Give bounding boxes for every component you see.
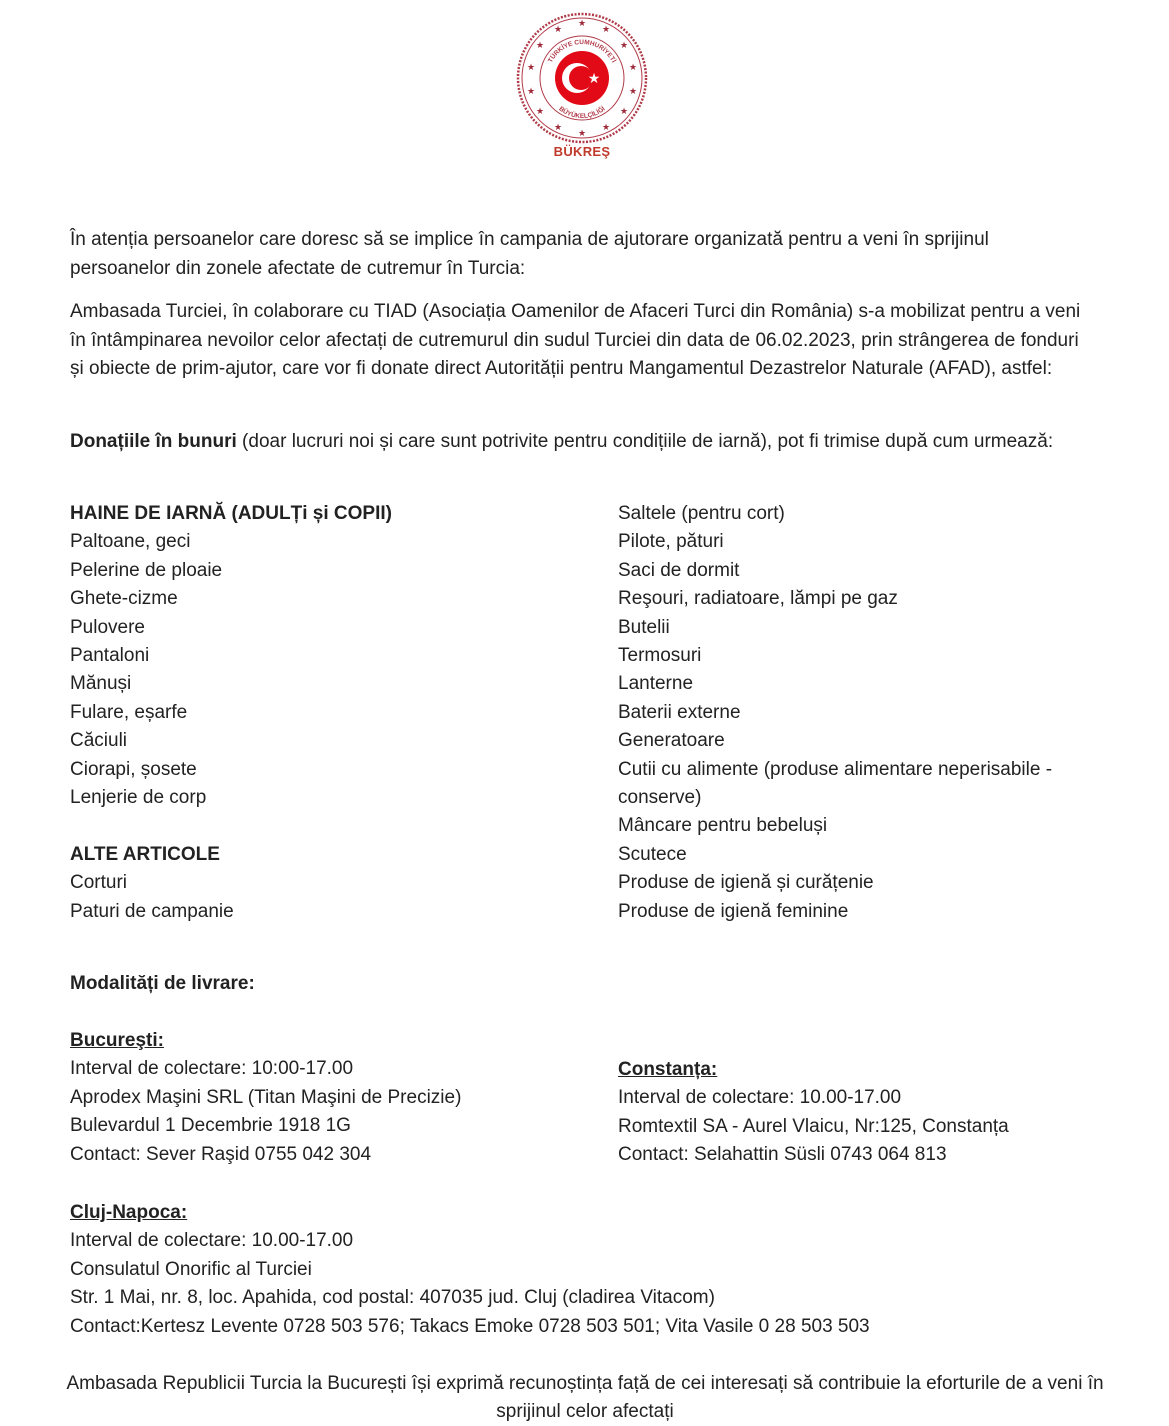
svg-text:BÜYÜKELÇİLİĞİ: BÜYÜKELÇİLİĞİ [557,105,607,121]
svg-text:★: ★ [628,86,638,96]
contact: Contact:Kertesz Levente 0728 503 576; Takacs Emoke 0728 503 501; Vita Vasile 0 28 503 503 [70,1315,870,1337]
address: Romtextil SA - Aurel Vlaicu, Nr:125, Constanța [618,1115,1009,1137]
turkish-embassy-seal-icon [514,10,650,146]
embassy-logo [514,10,650,162]
svg-text:★: ★ [587,70,601,86]
winter-clothes-list [70,500,570,812]
intro-paragraph [70,226,1090,283]
delivery-constanta [618,1056,1009,1170]
city-heading: Cluj-Napoca: [70,1202,188,1223]
city-heading: Bucureşti: [70,1030,164,1051]
list-item: Scutece [618,843,687,865]
list-item: Generatoare [618,730,725,752]
list-item: Mâncare pentru bebeluși [618,815,828,837]
intro-text: În atenția persoanelor care doresc să se implice în campania de ajutorare organizată pentru a veni în sprijinul persoanelor din zonele afectate de cutremur în Turcia: [70,229,989,279]
other-items-list [70,841,234,926]
svg-text:★: ★ [601,24,611,34]
list-item: Pelerine de ploaie [70,559,223,581]
svg-text:★: ★ [526,86,536,96]
svg-text:★: ★ [619,40,629,50]
list-item: Pantaloni [70,644,150,666]
list-item: Căciuli [70,730,128,752]
contact: Contact: Selahattin Süsli 0743 064 813 [618,1144,947,1166]
logo-caption: BÜKREŞ [553,144,611,159]
svg-text:★: ★ [577,18,587,28]
body-paragraph [70,298,1090,384]
address: Bulevardul 1 Decembrie 1918 1G [70,1115,351,1137]
list-item: Termosuri [618,644,702,666]
donations-paragraph [70,428,1090,457]
donations-text: (doar lucruri noi și care sunt potrivite pentru condițiile de iarnă), pot fi trimise după cum urmează: [236,431,1054,452]
svg-text:★: ★ [526,62,536,72]
svg-text:★: ★ [535,106,545,116]
delivery-cluj [70,1199,870,1341]
list-item: Produse de igienă și curățenie [618,872,874,894]
list-item: Paltoane, geci [70,531,191,553]
supplies-list [618,500,1098,926]
svg-text:★: ★ [601,122,611,132]
collection-interval: Interval de colectare: 10.00-17.00 [70,1230,354,1252]
footer-thanks: Ambasada Republicii Turcia la București își exprimă recunoștința față de cei interesați să contribuie la eforturile de a veni în sprijinul celor afectați [66,1373,1104,1422]
body-text: Ambasada Turciei, în colaborare cu TIAD (Asociația Oamenilor de Afaceri Turci din România) s-a mobilizat pentru a veni în întâmpinarea nevoilor celor afectați de cutremurul din sudul Turciei din data de 06.02.2023, prin strângerea de fonduri și obiecte de prim-ajutor, care vor fi donate direct Autorității pentru Mangamentul Dezastrelor Naturale (AFAD), astfel: [70,301,1081,379]
list-item: Saci de dormit [618,559,740,581]
other-items-heading: ALTE ARTICOLE [70,844,220,865]
svg-text:★: ★ [577,128,587,138]
winter-clothes-heading: HAINE DE IARNĂ (ADULȚi și COPII) [70,503,392,524]
list-item: Pulovere [70,616,145,638]
company-name: Consulatul Onorific al Turciei [70,1258,312,1280]
svg-text:★: ★ [628,62,638,72]
list-item: Fulare, eșarfe [70,701,188,723]
delivery-bucuresti [70,1027,461,1169]
list-item: Cutii cu alimente (produse alimentare neperisabile - conserve) [618,758,1053,808]
list-item: Corturi [70,872,128,894]
list-item: Butelii [618,616,670,638]
donations-label: Donațiile în bunuri [70,431,237,452]
list-item: Baterii externe [618,701,741,723]
svg-text:★: ★ [553,24,563,34]
svg-text:★: ★ [553,122,563,132]
list-item: Lenjerie de corp [70,786,207,808]
list-item: Ghete-cizme [70,588,178,610]
list-item: Reşouri, radiatoare, lămpi pe gaz [618,588,898,610]
list-item: Saltele (pentru cort) [618,503,785,524]
delivery-title: Modalități de livrare: [70,973,255,994]
company-name: Aprodex Maşini SRL (Titan Maşini de Precizie) [70,1086,462,1108]
list-item: Produse de igienă feminine [618,900,849,922]
list-item: Ciorapi, șosete [70,758,197,780]
list-item: Lanterne [618,673,694,695]
list-item: Mănuși [70,673,132,695]
address: Str. 1 Mai, nr. 8, loc. Apahida, cod postal: 407035 jud. Cluj (cladirea Vitacom) [70,1287,715,1309]
city-heading: Constanța: [618,1059,718,1080]
svg-text:TÜRKİYE CUMHURİYETİ: TÜRKİYE CUMHURİYETİ [547,38,617,64]
collection-interval: Interval de colectare: 10.00-17.00 [618,1087,902,1109]
list-item: Pilote, pături [618,531,724,553]
contact: Contact: Sever Raşid 0755 042 304 [70,1143,372,1165]
collection-interval: Interval de colectare: 10:00-17.00 [70,1058,354,1080]
svg-text:★: ★ [619,106,629,116]
svg-text:★: ★ [535,40,545,50]
list-item: Paturi de campanie [70,900,234,922]
